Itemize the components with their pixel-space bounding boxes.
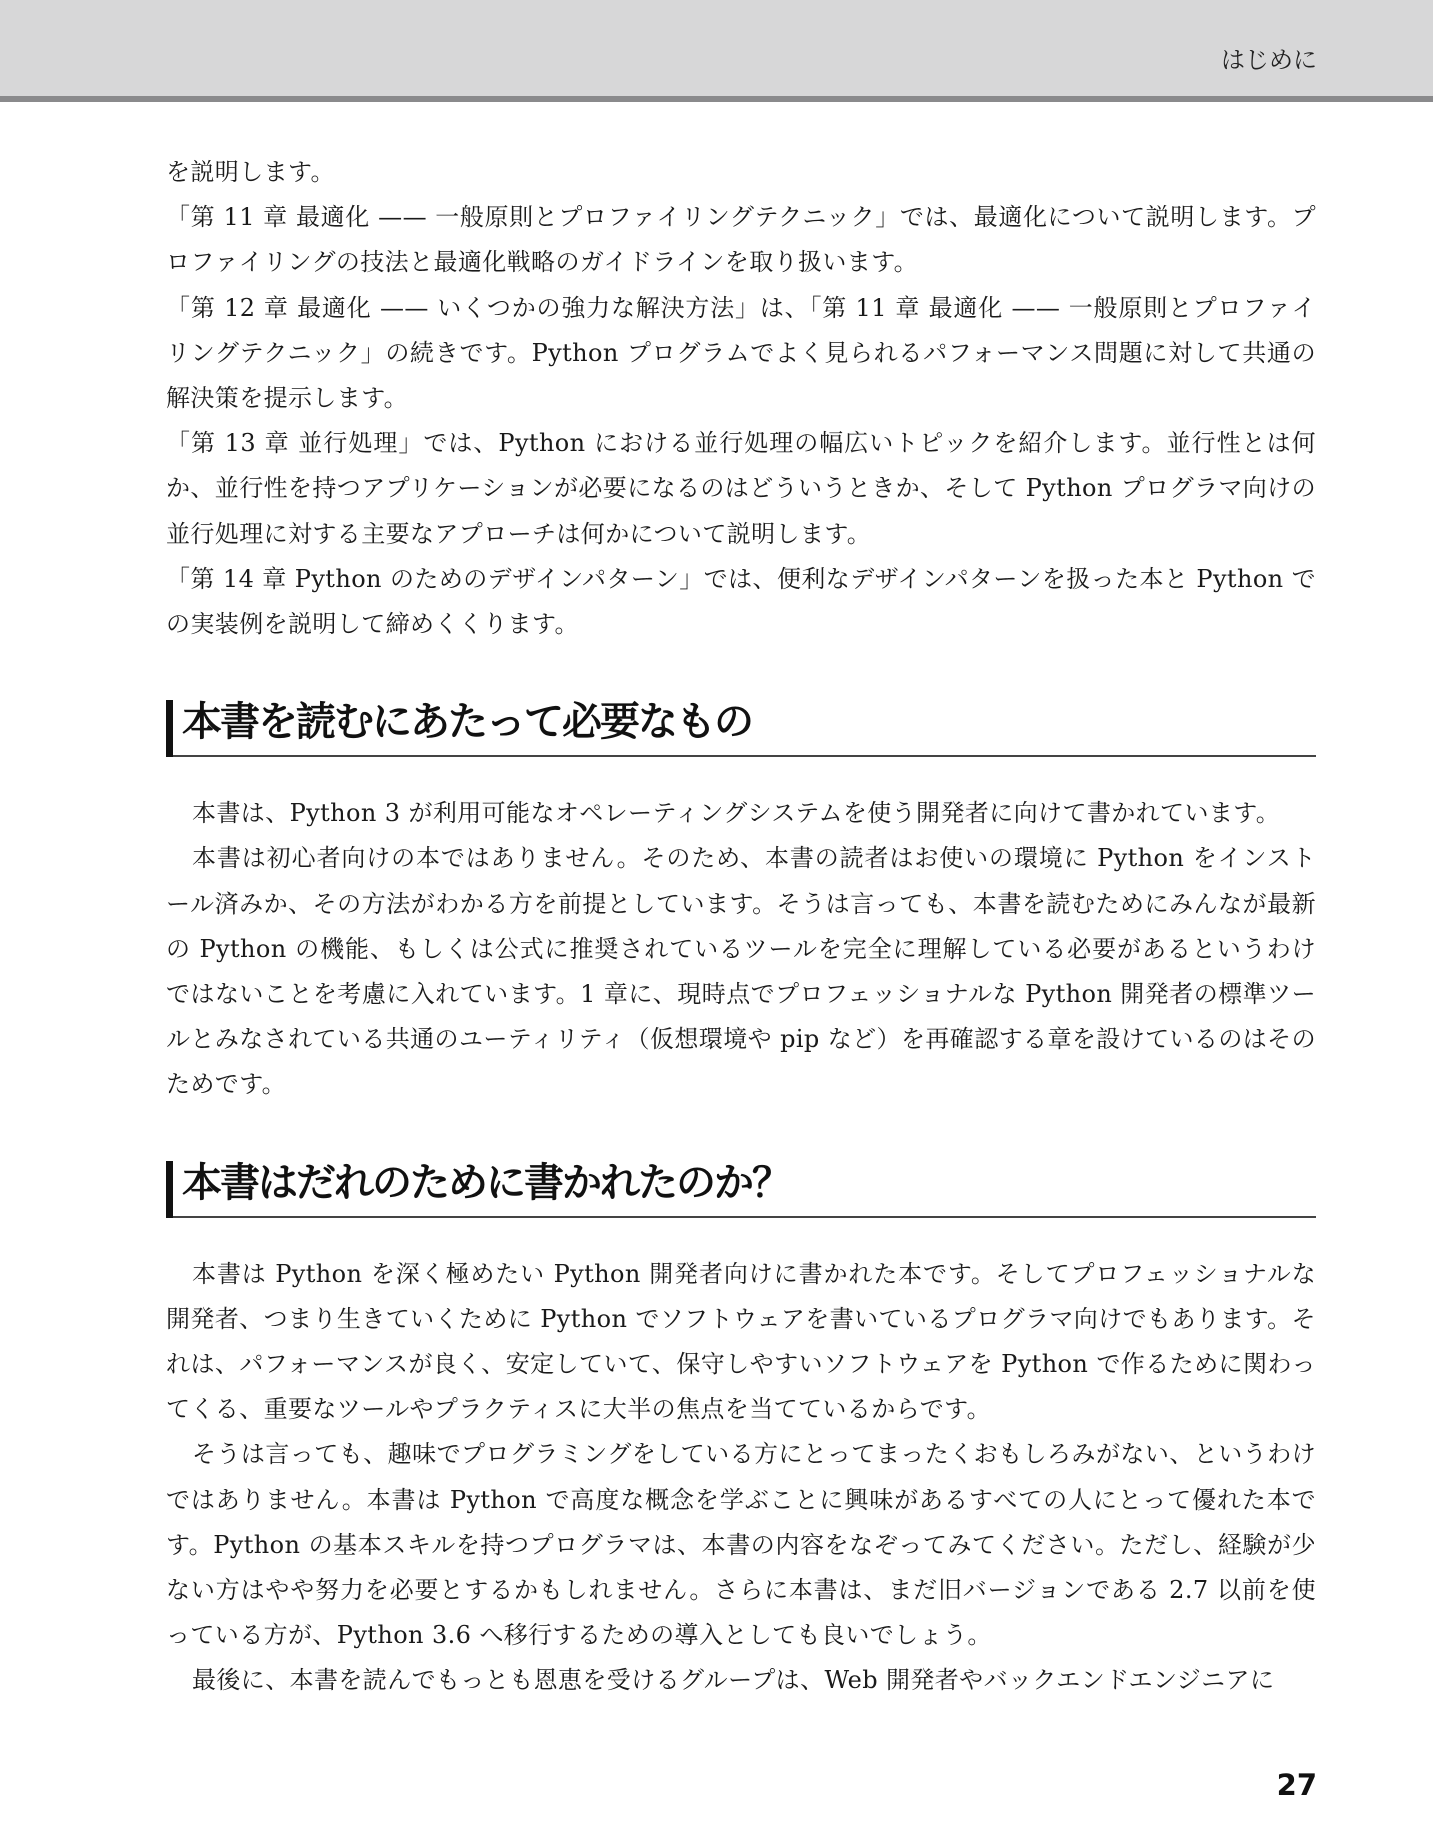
intro-paragraph: を説明します。 <box>166 158 335 186</box>
intro-paragraph: 「第 13 章 並行処理」では、Python における並行処理の幅広いトピックを紹介します。並行性とは何か、並行性を持つアプリケーションが必要になるのはどういうときか、そして Python プログラマ向けの並行処理に対する主要なアプローチは何かについて説明します。 <box>166 429 1316 548</box>
section-heading-text: 本書を読むにあたって必要なもの <box>182 699 752 746</box>
intro-paragraph: 「第 12 章 最適化 —— いくつかの強力な解決方法」は、「第 11 章 最適化 —— 一般原則とプロファイリングテクニック」の続きです。Python プログラムでよく見られるパフォーマンス問題に対して共通の解決策を提示します。 <box>166 293 1316 413</box>
heading-bar-decoration <box>166 1161 173 1218</box>
section-body-audience <box>166 1252 1316 1704</box>
body-paragraph: そうは言っても、趣味でプログラミングをしている方にとってまったくおもしろみがない、というわけではありません。本書は Python で高度な概念を学ぶことに興味があるすべての人にとって優れた本です。Python の基本スキルを持つプログラマは、本書の内容をなぞってみてください。ただし、経験が少ない方はやや努力を必要とするかもしれません。さらに本書は、まだ旧バージョンである 2.7 以前を使っている方が、Python 3.6 へ移行するための導入としても良いでしょう。 <box>166 1440 1316 1650</box>
body-paragraph: 本書は、Python 3 が利用可能なオペレーティングシステムを使う開発者に向けて書かれています。 <box>192 799 1281 828</box>
running-header-title: はじめに <box>1221 46 1317 74</box>
section-heading-text: 本書はだれのために書かれたのか？ <box>182 1159 790 1206</box>
heading-bar-decoration <box>166 700 173 757</box>
body-paragraph: 最後に、本書を読んでもっとも恩恵を受けるグループは、Web 開発者やバックエンドエンジニアに <box>192 1666 1275 1695</box>
page-content <box>166 150 1316 1704</box>
intro-paragraph: 「第 11 章 最適化 —— 一般原則とプロファイリングテクニック」では、最適化について説明します。プロファイリングの技法と最適化戦略のガイドラインを取り扱います。 <box>166 203 1316 277</box>
body-paragraph: 本書は初心者向けの本ではありません。そのため、本書の読者はお使いの環境に Python をインストール済みか、その方法がわかる方を前提としています。そうは言っても、本書を読むためにみんなが最新の Python の機能、もしくは公式に推奨されているツールを完全に理解している必要があるというわけではないことを考慮に入れています。1 章に、現時点でプロフェッショナルな Python 開発者の標準ツールとみなされている共通のユーティリティ（仮想環境や pip など）を再確認する章を設けているのはそのためです。 <box>166 844 1316 1099</box>
running-header <box>0 0 1433 102</box>
section-body-requirements <box>166 791 1316 1107</box>
section-heading-requirements <box>166 697 1316 757</box>
intro-paragraph: 「第 14 章 Python のためのデザインパターン」では、便利なデザインパターンを扱った本と Python での実装例を説明して締めくくります。 <box>166 564 1316 639</box>
section-heading-audience <box>166 1158 1316 1218</box>
page-number: 27 <box>1276 1768 1317 1802</box>
body-paragraph: 本書は Python を深く極めたい Python 開発者向けに書かれた本です。そしてプロフェッショナルな開発者、つまり生きていくために Python でソフトウェアを書いているプログラマ向けでもあります。それは、パフォーマンスが良く、安定していて、保守しやすいソフトウェアを Python で作るために関わってくる、重要なツールやプラクティスに大半の焦点を当てているからです。 <box>166 1259 1316 1424</box>
